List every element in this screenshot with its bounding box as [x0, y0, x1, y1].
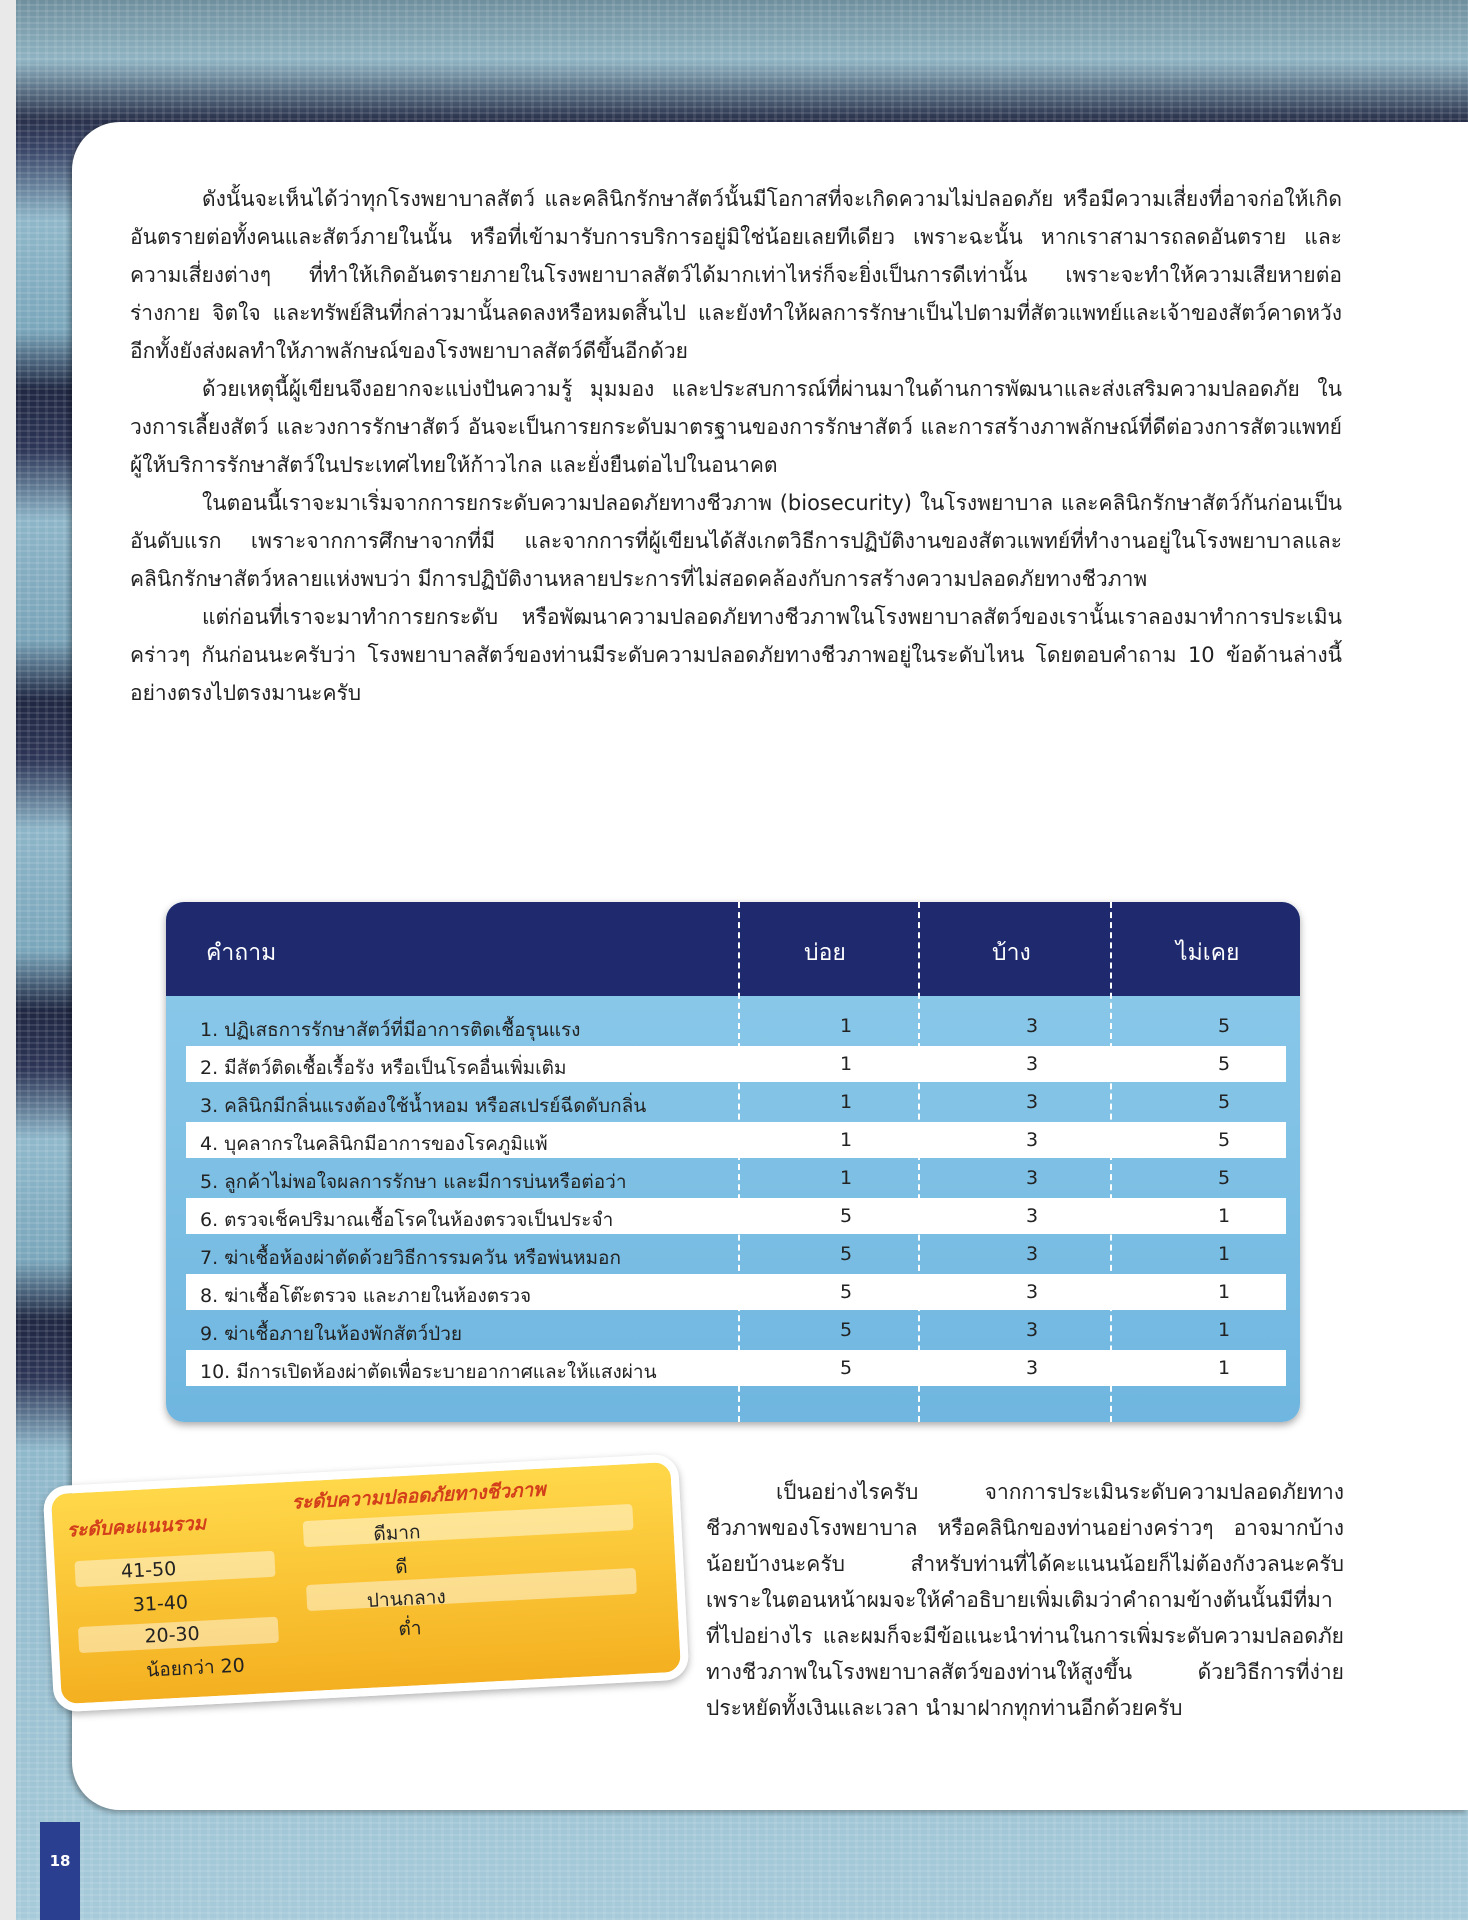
- table-row: [186, 1084, 1286, 1120]
- score-often: 1: [839, 1129, 853, 1151]
- score-never: 1: [1217, 1281, 1231, 1303]
- score-often: 5: [839, 1319, 853, 1341]
- table-row: [186, 1312, 1286, 1348]
- paragraph-4: แต่ก่อนที่เราจะมาทำการยกระดับ หรือพัฒนาความปลอดภัยทางชีวภาพในโรงพยาบาลสัตว์ของเรานั้นเราลองมาทำการประเมินคร่าวๆ กันก่อนนะครับว่า โรงพยาบาลสัตว์ของท่านมีระดับความปลอดภัยทางชีวภาพอยู่ในระดับไหน โดยตอบคำถาม 10 ข้อด้านล่างนี้อย่างตรงไปตรงมานะครับ: [130, 605, 1342, 705]
- question-text: 8. ฆ่าเชื้อโต๊ะตรวจ และภายในห้องตรวจ: [200, 1285, 532, 1307]
- score-often: 1: [839, 1091, 853, 1113]
- question-text: 6. ตรวจเช็คปริมาณเชื้อโรคในห้องตรวจเป็นประจำ: [200, 1209, 614, 1231]
- paragraph-1: ดังนั้นจะเห็นได้ว่าทุกโรงพยาบาลสัตว์ และคลินิกรักษาสัตว์นั้นมีโอกาสที่จะเกิดความไม่ปลอดภัย หรือมีความเสี่ยงที่อาจก่อให้เกิดอันตรายต่อทั้งคนและสัตว์ภายในนั้น หรือที่เข้ามารับการบริการอยู่มิใช่น้อยเลยทีเดียว เพราะฉะนั้น หากเราสามารถลดอันตราย และความเสี่ยงต่างๆ ที่ทำให้เกิดอันตรายภายในโรงพยาบาลสัตว์ได้มากเท่าไหร่ก็จะยิ่งเป็นการดีเท่านั้น เพราะจะทำให้ความเสียหายต่อร่างกาย จิตใจ และทรัพย์สินที่กล่าวมานั้นลดลงหรือหมดสิ้นไป และยังทำให้ผลการรักษาเป็นไปตามที่สัตวแพทย์และเจ้าของสัตว์คาดหวัง อีกทั้งยังส่งผลทำให้ภาพลักษณ์ของโรงพยาบาลสัตว์ดีขึ้นอีกด้วย: [130, 187, 1342, 363]
- score-sometimes: 3: [1025, 1129, 1039, 1151]
- level-value: ต่ำ: [397, 1617, 423, 1641]
- question-text: 5. ลูกค้าไม่พอใจผลการรักษา และมีการบ่นหรือต่อว่า: [200, 1171, 627, 1193]
- score-sometimes: 3: [1025, 1243, 1039, 1265]
- page-number: 18: [49, 1852, 71, 1870]
- score-range: 41-50: [120, 1557, 177, 1583]
- score-sometimes: 3: [1025, 1053, 1039, 1075]
- table-row: [186, 1008, 1286, 1044]
- score-sometimes: 3: [1025, 1015, 1039, 1037]
- score-range: 20-30: [143, 1622, 201, 1648]
- score-sometimes: 3: [1025, 1167, 1039, 1189]
- question-text: 2. มีสัตว์ติดเชื้อเรื้อรัง หรือเป็นโรคอื่นเพิ่มเติม: [200, 1057, 567, 1079]
- score-sometimes: 3: [1025, 1091, 1039, 1113]
- table-row: [186, 1046, 1286, 1082]
- header-sometimes: บ้าง: [992, 940, 1031, 966]
- score-sometimes: 3: [1025, 1357, 1039, 1379]
- score-never: 1: [1217, 1319, 1231, 1341]
- header-question: คำถาม: [206, 940, 277, 966]
- score-often: 5: [839, 1281, 853, 1303]
- intro-text: [130, 180, 1342, 712]
- score-never: 1: [1217, 1357, 1231, 1379]
- score-never: 5: [1217, 1091, 1231, 1113]
- score-often: 1: [839, 1015, 853, 1037]
- table-row: [186, 1122, 1286, 1158]
- level-stripe: [306, 1568, 637, 1611]
- header-often: บ่อย: [804, 940, 846, 966]
- column-divider: [918, 902, 920, 1422]
- question-text: 9. ฆ่าเชื้อภายในห้องพักสัตว์ป่วย: [200, 1323, 463, 1345]
- level-header: ระดับความปลอดภัยทางชีวภาพ: [291, 1478, 547, 1514]
- page-number-bar: [40, 1822, 80, 1920]
- question-text: 3. คลินิกมีกลิ่นแรงต้องใช้น้ำหอม หรือสเปรย์ฉีดดับกลิ่น: [200, 1095, 647, 1117]
- score-often: 1: [839, 1053, 853, 1075]
- question-text: 1. ปฏิเสธการรักษาสัตว์ที่มีอาการติดเชื้อรุนแรง: [200, 1019, 581, 1041]
- score-sometimes: 3: [1025, 1281, 1039, 1303]
- score-often: 5: [839, 1243, 853, 1265]
- paragraph-2: ด้วยเหตุนี้ผู้เขียนจึงอยากจะแบ่งปันความรู้ มุมมอง และประสบการณ์ที่ผ่านมาในด้านการพัฒนาและส่งเสริมความปลอดภัย ในวงการเลี้ยงสัตว์ และวงการรักษาสัตว์ อันจะเป็นการยกระดับมาตรฐานของการรักษาสัตว์ และการสร้างภาพลักษณ์ที่ดีต่อวงการสัตวแพทย์ผู้ให้บริการรักษาสัตว์ในประเทศไทยให้ก้าวไกล และยั่งยืนต่อไปในอนาคต: [130, 377, 1342, 477]
- score-range: น้อยกว่า 20: [145, 1654, 246, 1682]
- table-row: [186, 1236, 1286, 1272]
- side-paragraph: เป็นอย่างไรครับ จากการประเมินระดับความปลอดภัยทางชีวภาพของโรงพยาบาล หรือคลินิกของท่านอย่างคร่าวๆ อาจมากบ้างน้อยบ้างนะครับ สำหรับท่านที่ได้คะแนนน้อยก็ไม่ต้องกังวลนะครับ เพราะในตอนหน้าผมจะให้คำอธิบายเพิ่มเติมว่าคำถามข้างต้นนั้นมีที่มาที่ไปอย่างไร และผมก็จะมีข้อแนะนำท่านในการเพิ่มระดับความปลอดภัยทางชีวภาพในโรงพยาบาลสัตว์ของท่านให้สูงขึ้น ด้วยวิธีการที่ง่าย ประหยัดทั้งเงินและเวลา นำมาฝากทุกท่านอีกด้วยครับ: [706, 1480, 1344, 1720]
- score-never: 5: [1217, 1015, 1231, 1037]
- score-never: 5: [1217, 1053, 1231, 1075]
- table-row: [186, 1198, 1286, 1234]
- score-often: 1: [839, 1167, 853, 1189]
- table-row: [186, 1350, 1286, 1386]
- question-text: 4. บุคลากรในคลินิกมีอาการของโรคภูมิแพ้: [200, 1133, 548, 1155]
- table-row: [186, 1160, 1286, 1196]
- score-often: 5: [839, 1357, 853, 1379]
- score-sometimes: 3: [1025, 1319, 1039, 1341]
- assessment-table: [166, 902, 1300, 1422]
- question-text: 7. ฆ่าเชื้อห้องผ่าตัดด้วยวิธีการรมควัน หรือพ่นหมอก: [200, 1247, 621, 1269]
- score-often: 5: [839, 1205, 853, 1227]
- left-edge: [0, 0, 16, 1920]
- score-level-box: [43, 1454, 690, 1713]
- question-text: 10. มีการเปิดห้องผ่าตัดเพื่อระบายอากาศและให้แสงผ่าน: [200, 1361, 657, 1383]
- side-text: [706, 1474, 1344, 1726]
- table-row: [186, 1274, 1286, 1310]
- level-value: ดี: [394, 1555, 409, 1579]
- score-header: ระดับคะแนนรวม: [66, 1512, 207, 1542]
- column-divider: [738, 902, 740, 1422]
- score-sometimes: 3: [1025, 1205, 1039, 1227]
- column-divider: [1110, 902, 1112, 1422]
- level-value: ดีมาก: [372, 1521, 422, 1546]
- level-value: ปานกลาง: [366, 1585, 447, 1612]
- score-never: 5: [1217, 1167, 1231, 1189]
- score-never: 1: [1217, 1205, 1231, 1227]
- paragraph-3: ในตอนนี้เราจะมาเริ่มจากการยกระดับความปลอดภัยทางชีวภาพ (biosecurity) ในโรงพยาบาล และคลินิกรักษาสัตว์กันก่อนเป็นอันดับแรก เพราะจากการศึกษาจากที่มี และจากการที่ผู้เขียนได้สังเกตวิธีการปฏิบัติงานของสัตวแพทย์ที่ทำงานอยู่ในโรงพยาบาลและคลินิกรักษาสัตว์หลายแห่งพบว่า มีการปฏิบัติงานหลายประการที่ไม่สอดคล้องกับการสร้างความปลอดภัยทางชีวภาพ: [130, 491, 1342, 591]
- header-never: ไม่เคย: [1176, 940, 1240, 966]
- table-header: [166, 902, 1300, 996]
- score-never: 5: [1217, 1129, 1231, 1151]
- score-range: 31-40: [132, 1591, 189, 1617]
- score-never: 1: [1217, 1243, 1231, 1265]
